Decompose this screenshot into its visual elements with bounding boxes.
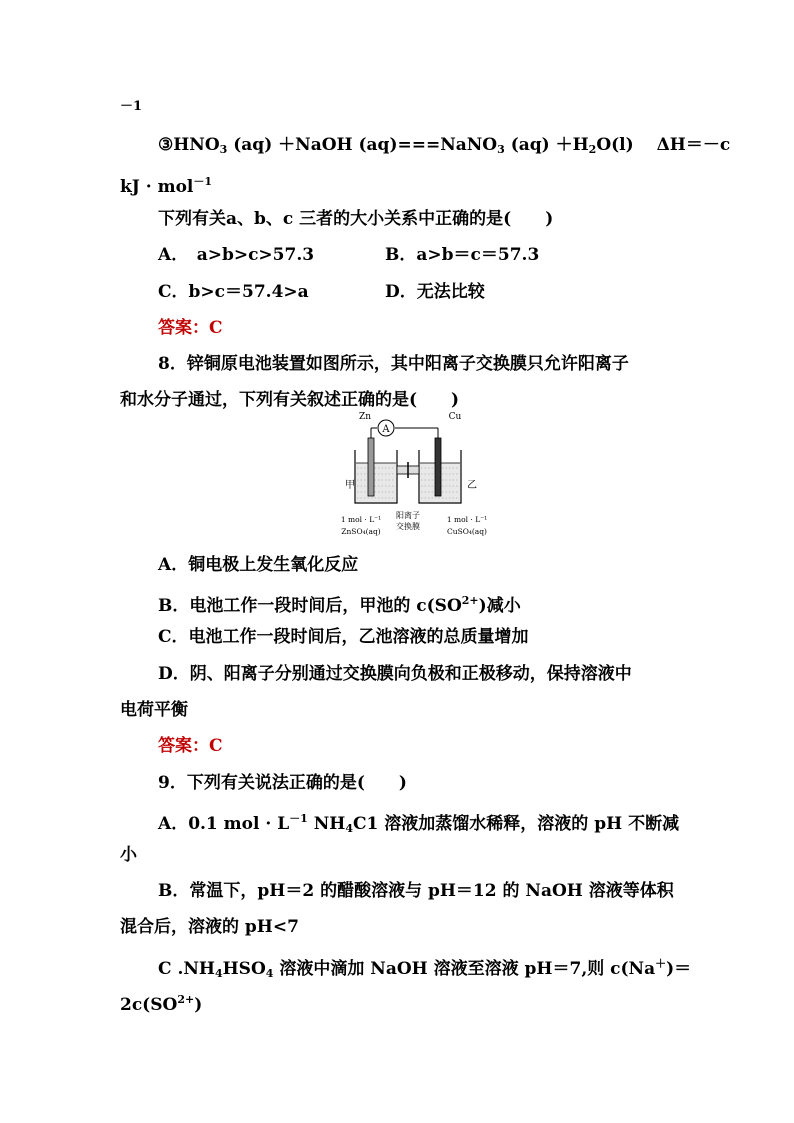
- q8-option-d-line1: D．阴、阳离子分别通过交换膜向负极和正极移动，保持溶液中: [158, 664, 632, 684]
- superscript: －1: [193, 175, 213, 188]
- zn-label: Zn: [358, 412, 372, 422]
- q7-stem: 下列有关a、b、c 三者的大小关系中正确的是( ): [158, 209, 554, 229]
- eq-part: (aq) ＋NaOH (aq)===NaNO: [227, 135, 498, 155]
- option-text: HSO: [222, 959, 266, 979]
- left-solution-label-1: 1 mol · L⁻¹: [340, 515, 382, 524]
- option-text: 2c(SO: [120, 995, 178, 1015]
- left-cell-label: 甲: [345, 480, 355, 491]
- q9-option-b-line2: 混合后，溶液的 pH<7: [120, 917, 299, 937]
- right-solution-label-1: 1 mol · L⁻¹: [446, 515, 488, 524]
- answer-value: C: [209, 318, 223, 338]
- q9-option-a-line1: [158, 808, 679, 840]
- superscript: ＋: [655, 957, 667, 970]
- q8-option-a: A．铜电极上发生氧化反应: [158, 555, 359, 575]
- eq-part: (aq) ＋H: [504, 135, 589, 155]
- q8-stem-line2: 和水分子通过，下列有关叙述正确的是( ): [120, 390, 460, 410]
- answer-label: 答案：: [158, 318, 209, 338]
- top-fragment: －1: [120, 99, 143, 114]
- subscript: 3: [497, 143, 505, 156]
- right-cell-label: 乙: [467, 480, 477, 491]
- answer-value: C: [209, 736, 223, 756]
- superscript: 2+: [461, 594, 479, 607]
- option-text: C .NH: [158, 959, 215, 979]
- ammeter-label: A: [382, 424, 390, 435]
- eq-part: HNO: [173, 135, 220, 155]
- option-text: )减小: [478, 596, 521, 616]
- option-text: NH: [307, 814, 346, 834]
- galvanic-cell-figure: [337, 408, 497, 543]
- q7-equation-3: [158, 134, 730, 161]
- option-text: 溶液中滴加 NaOH 溶液至溶液 pH＝7,则 c(Na: [273, 959, 656, 979]
- subscript: 4: [214, 967, 223, 980]
- q8-stem-line1: 8．锌铜原电池装置如图所示，其中阳离子交换膜只允许阳离子: [158, 354, 629, 374]
- option-text: ): [194, 995, 203, 1015]
- q7-unit: [120, 171, 212, 198]
- cu-label: Cu: [448, 412, 462, 422]
- q7-option-a: A． a>b>c>57.3: [158, 245, 315, 265]
- option-text: C1 溶液加蒸馏水稀释，溶液的 pH 不断减: [353, 814, 680, 834]
- q9-option-c-line2: [120, 989, 202, 1016]
- q8-option-b: [158, 590, 521, 617]
- q9-option-a-line2: 小: [120, 845, 137, 865]
- eq-part: O(l) ΔH＝－c: [596, 135, 731, 155]
- answer-label: 答案：: [158, 736, 209, 756]
- q9-stem: 9．下列有关说法正确的是( ): [158, 773, 407, 793]
- q9-option-c-line1: [158, 953, 691, 985]
- left-solution-label-2: ZnSO₄(aq): [341, 527, 381, 536]
- q7-option-d: D．无法比较: [385, 282, 485, 302]
- subscript: 3: [219, 143, 228, 156]
- membrane-label-2: 交换膜: [396, 522, 420, 531]
- membrane-label-1: 阳离子: [396, 511, 420, 520]
- q8-option-c: C．电池工作一段时间后，乙池溶液的总质量增加: [158, 627, 529, 647]
- subscript: 4: [345, 822, 354, 835]
- subscript: 2: [588, 143, 597, 156]
- q8-option-d-line2: 电荷平衡: [120, 700, 188, 720]
- q7-option-b: B．a>b＝c＝57.3: [385, 245, 540, 265]
- superscript: 2+: [177, 993, 195, 1006]
- circle-number: ③: [158, 135, 174, 155]
- q9-option-b-line1: B．常温下，pH＝2 的醋酸溶液与 pH＝12 的 NaOH 溶液等体积: [158, 881, 674, 901]
- unit-text: kJ · mol: [120, 177, 194, 197]
- right-solution-label-2: CuSO₄(aq): [447, 527, 487, 536]
- option-text: B．电池工作一段时间后，甲池的 c(SO: [158, 596, 462, 616]
- option-text: )＝: [666, 959, 692, 979]
- q7-answer: [158, 317, 223, 339]
- q7-option-c: C．b>c＝57.4>a: [158, 282, 309, 302]
- option-text: A．0.1 mol · L: [158, 814, 290, 834]
- superscript: －1: [289, 812, 308, 825]
- q8-answer: [158, 735, 223, 757]
- subscript: 4: [265, 967, 274, 980]
